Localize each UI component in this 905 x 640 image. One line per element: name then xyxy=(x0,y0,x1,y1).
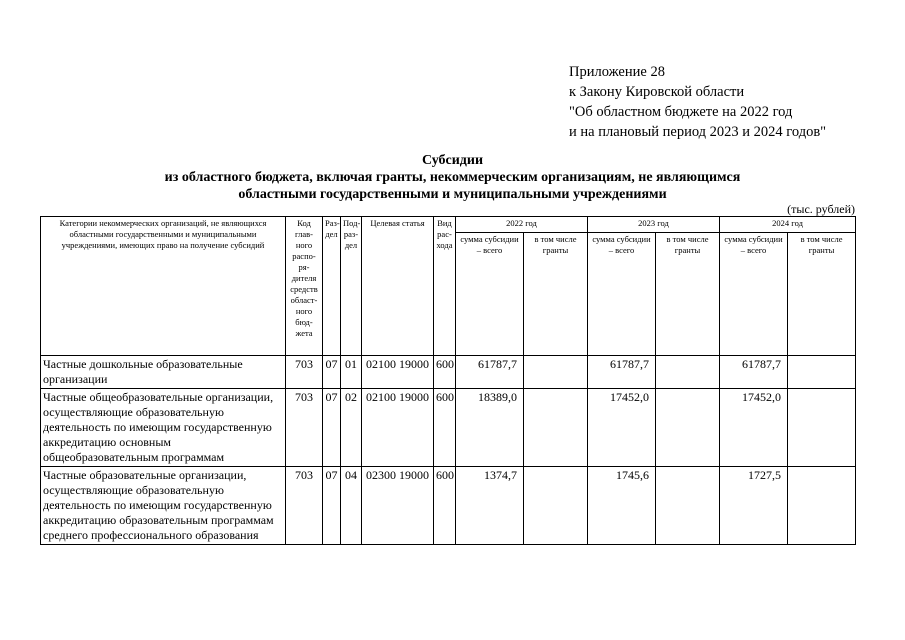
row-grants-2022 xyxy=(524,356,588,389)
row-sum-2023: 17452,0 xyxy=(588,389,656,467)
row-target: 02100 19000 xyxy=(362,389,434,467)
document-title xyxy=(0,152,905,203)
row-code: 703 xyxy=(286,356,323,389)
row-sum-2023: 1745,6 xyxy=(588,467,656,545)
row-grants-2024 xyxy=(788,389,856,467)
header-year-2024: 2024 год xyxy=(720,217,856,233)
row-grants-2024 xyxy=(788,356,856,389)
row-grants-2023 xyxy=(656,389,720,467)
header-subsection: Под- раз- дел xyxy=(341,217,362,356)
row-category: Частные образовательные организации, осуществляющие образовательную деятельность по имеющим государственную аккредитацию образовательным программам среднего профессионального образования xyxy=(41,467,286,545)
row-subsection: 02 xyxy=(341,389,362,467)
row-grants-2024 xyxy=(788,467,856,545)
row-sum-2023: 61787,7 xyxy=(588,356,656,389)
header-sum-2023: сумма субсидии – всего xyxy=(588,233,656,356)
row-code: 703 xyxy=(286,389,323,467)
title-line-1: Субсидии xyxy=(421,153,484,168)
row-section: 07 xyxy=(323,389,341,467)
row-sum-2022: 61787,7 xyxy=(456,356,524,389)
header-year-2022: 2022 год xyxy=(456,217,588,233)
row-expense-type: 600 xyxy=(434,389,456,467)
header-category: Категории некоммерческих организаций, не являющихся областными государственными и муниципальными учреждениями, имеющих право на получение субсидий xyxy=(41,217,286,356)
row-sum-2024: 61787,7 xyxy=(720,356,788,389)
row-code: 703 xyxy=(286,467,323,545)
subsidies-table xyxy=(40,216,856,545)
row-target: 02100 19000 xyxy=(362,356,434,389)
row-expense-type: 600 xyxy=(434,356,456,389)
table-header-row xyxy=(41,217,856,233)
appendix-law: к Закону Кировской области xyxy=(569,84,745,100)
title-line-3: областными государственными и муниципальными учреждениями xyxy=(238,187,667,202)
row-sum-2024: 17452,0 xyxy=(720,389,788,467)
header-grants-2022: в том числе гранты xyxy=(524,233,588,356)
row-subsection: 04 xyxy=(341,467,362,545)
table-row xyxy=(41,467,856,545)
row-sum-2022: 1374,7 xyxy=(456,467,524,545)
header-code: Код глав- ного распо- ря- дителя средств област- ного бюд- жета xyxy=(286,217,323,356)
row-grants-2023 xyxy=(656,467,720,545)
title-line-2: из областного бюджета, включая гранты, некоммерческим организациям, не являющимся xyxy=(164,170,741,185)
row-grants-2023 xyxy=(656,356,720,389)
header-grants-2024: в том числе гранты xyxy=(788,233,856,356)
appendix-reference xyxy=(569,62,826,142)
header-grants-2023: в том числе гранты xyxy=(656,233,720,356)
row-section: 07 xyxy=(323,356,341,389)
header-expense-type: Вид рас- хода xyxy=(434,217,456,356)
row-grants-2022 xyxy=(524,389,588,467)
row-target: 02300 19000 xyxy=(362,467,434,545)
table-row xyxy=(41,356,856,389)
units-label: (тыс. рублей) xyxy=(787,202,855,216)
table-row xyxy=(41,389,856,467)
row-grants-2022 xyxy=(524,467,588,545)
row-sum-2024: 1727,5 xyxy=(720,467,788,545)
row-category: Частные дошкольные образовательные организации xyxy=(41,356,286,389)
row-expense-type: 600 xyxy=(434,467,456,545)
row-section: 07 xyxy=(323,467,341,545)
appendix-number: Приложение 28 xyxy=(569,64,665,80)
header-sum-2024: сумма субсидии – всего xyxy=(720,233,788,356)
row-subsection: 01 xyxy=(341,356,362,389)
header-year-2023: 2023 год xyxy=(588,217,720,233)
row-sum-2022: 18389,0 xyxy=(456,389,524,467)
header-section: Раз- дел xyxy=(323,217,341,356)
header-target: Целевая статья xyxy=(362,217,434,356)
appendix-law-period: и на плановый период 2023 и 2024 годов" xyxy=(569,124,827,140)
row-category: Частные общеобразовательные организации, осуществляющие образовательную деятельность по имеющим государственную аккредитацию основным общеобразовательным программам xyxy=(41,389,286,467)
header-sum-2022: сумма субсидии – всего xyxy=(456,233,524,356)
appendix-law-title: "Об областном бюджете на 2022 год xyxy=(569,104,793,120)
